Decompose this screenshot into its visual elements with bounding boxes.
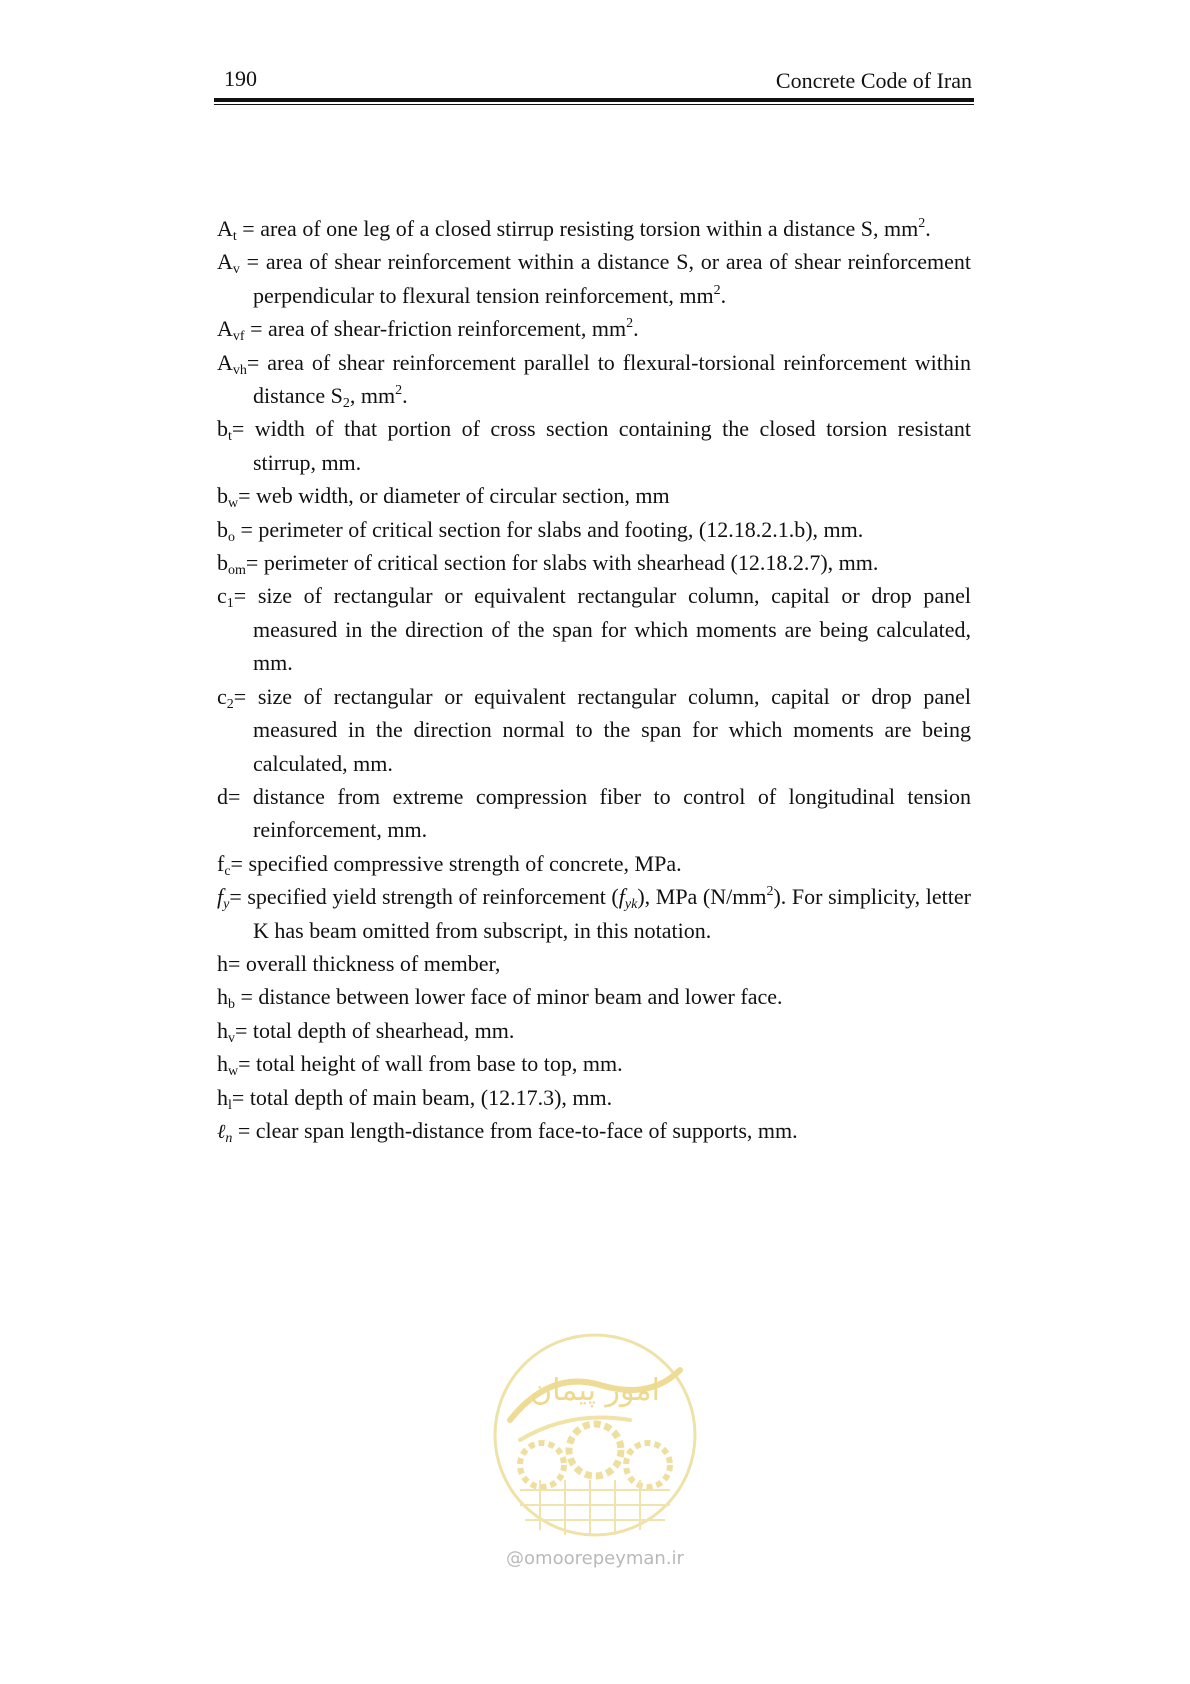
definition-c1: $c_1=$ size of rectangular or equivalent rectangular column, capital or drop panel measured in the direction of the span for which moments are being calculated, mm.: [217, 583, 971, 676]
definition-hw: $h_w=$ total height of wall from base to top, mm.: [217, 1051, 623, 1080]
definition-hb: $h_b$ = distance between lower face of minor beam and lower face.: [217, 984, 783, 1013]
watermark-logo: [490, 1330, 700, 1570]
definition-bt: $b_t=$ width of that portion of cross section containing the closed torsion resistant stirrup, mm.: [217, 416, 971, 475]
page-header: [214, 62, 974, 98]
watermark-logo-text: امور پیمان: [530, 1373, 660, 1408]
definition-c2: $c_2=$ size of rectangular or equivalent rectangular column, capital or drop panel measured in the direction normal to the span for which moments are being calculated, mm.: [217, 683, 971, 776]
page-number: 190: [224, 66, 257, 91]
definition-bw: $b_w=$ web width, or diameter of circular section, mm: [217, 483, 670, 512]
definition-avf: $A_{vf}$ = area of shear-friction reinforcement, $mm^2$.: [217, 316, 639, 345]
definition-bom: $b_{om}=$ perimeter of critical section for slabs with shearhead (12.18.2.7), mm.: [217, 550, 879, 579]
definition-fc: $f_c=$ specified compressive strength of concrete, MPa.: [217, 850, 682, 879]
header-rule-thin: [214, 104, 974, 105]
watermark-site: @omoorepeyman.ir: [506, 1548, 684, 1569]
definition-bo: $b_o$ = perimeter of critical section for slabs and footing, (12.18.2.1.b), mm.: [217, 516, 864, 545]
definition-fy: $f_y=$ specified yield strength of reinforcement $(f_{yk})$, MPa $(N/mm^2)$. For simplicity, letter K has beam omitted from subscript, in this notation.: [217, 884, 971, 943]
definition-avh: $A_{vh}=$ area of shear reinforcement parallel to flexural-torsional reinforcement within distance $S_2$, $mm^2$.: [217, 349, 971, 412]
definition-ln: ℓ$_n$ = clear span length-distance from face-to-face of supports, mm.: [217, 1117, 798, 1146]
definition-hl: $h_l=$ total depth of main beam, (12.17.3), mm.: [217, 1084, 613, 1113]
definition-d: d= distance from extreme compression fiber to control of longitudinal tension reinforcement, mm.: [217, 783, 971, 843]
definition-av: $A_v$ = area of shear reinforcement within a distance S, or area of shear reinforcement perpendicular to flexural tension reinforcement, $mm^2$.: [217, 249, 971, 308]
definition-at: $A_t$ = area of one leg of a closed stirrup resisting torsion within a distance S, $mm^2$.: [217, 216, 931, 244]
definition-hv: $h_v=$ total depth of shearhead, mm.: [217, 1017, 515, 1046]
header-rule-thick: [214, 98, 974, 102]
watermark-emblem-icon: [490, 1330, 700, 1540]
running-title: Concrete Code of Iran: [775, 68, 972, 93]
notation-list: [217, 212, 971, 1148]
definition-h: h= overall thickness of member,: [217, 950, 501, 976]
